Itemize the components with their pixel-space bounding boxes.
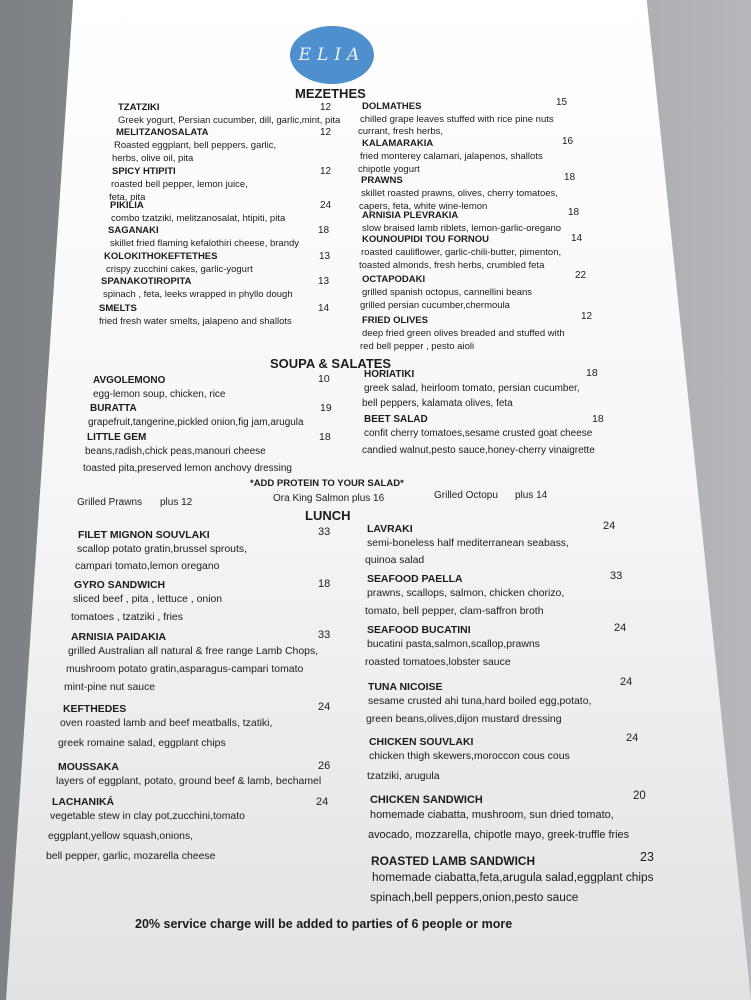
item-name-prawns: PRAWNS xyxy=(361,175,403,186)
item-name-filet-mignon: FILET MIGNON SOUVLAKI xyxy=(78,530,210,541)
item-name-tzatziki: TZATZIKI xyxy=(118,102,160,113)
item-desc-kounoupidi: toasted almonds, fresh herbs, crumbled feta xyxy=(359,260,545,271)
item-price-chicken-sandwich: 20 xyxy=(633,790,646,802)
item-name-smelts: SMELTS xyxy=(99,303,137,314)
item-desc-beet-salad: confit cherry tomatoes,sesame crusted goat cheese xyxy=(364,427,593,439)
item-name-arnisia-paidakia: ARNISIA PAIDAKIA xyxy=(71,632,167,643)
section-mezethes: MEZETHES xyxy=(295,86,366,101)
item-desc-spanakotiropita: spinach , feta, leeks wrapped in phyllo dough xyxy=(103,289,293,300)
item-price-spicy-htipiti: 12 xyxy=(320,166,332,177)
item-desc-lachanika: eggplant,yellow squash,onions, xyxy=(48,831,194,843)
item-desc-filet-mignon: scallop potato gratin,brussel sprouts, xyxy=(77,544,247,556)
item-desc-arnisia-paidakia: grilled Australian all natural & free range Lamb Chops, xyxy=(68,646,319,658)
item-desc-melitzanosalata: herbs, olive oil, pita xyxy=(112,153,194,164)
item-desc-kalamarakia: chipotle yogurt xyxy=(358,164,420,175)
item-price-tzatziki: 12 xyxy=(320,102,332,113)
item-name-moussaka: MOUSSAKA xyxy=(58,762,119,773)
item-desc-tuna-nicoise: sesame crusted ahi tuna,hard boiled egg,potato, xyxy=(368,696,592,708)
item-name-chicken-sandwich: CHICKEN SANDWICH xyxy=(370,794,483,806)
protein-note: *ADD PROTEIN TO YOUR SALAD* xyxy=(250,478,404,489)
item-desc-octapodaki: grilled persian cucumber,chermoula xyxy=(360,300,510,311)
item-name-horiatiki: HORIATIKI xyxy=(364,369,415,380)
item-name-melitzanosalata: MELITZANOSALATA xyxy=(116,127,209,138)
item-desc-seafood-bucatini: roasted tomatoes,lobster sauce xyxy=(365,657,511,669)
item-price-arnisia-plevrakia: 18 xyxy=(568,207,580,218)
item-name-fried-olives: FRIED OLIVES xyxy=(362,315,428,326)
item-name-little-gem: LITTLE GEM xyxy=(87,432,147,443)
item-desc-saganaki: skillet fried flaming kefalothiri cheese, brandy xyxy=(110,238,300,249)
section-lunch: LUNCH xyxy=(305,508,351,523)
item-price-smelts: 14 xyxy=(318,303,330,314)
item-desc-avgolemono: egg-lemon soup, chicken, rice xyxy=(93,388,226,400)
item-desc-pikilia: combo tzatziki, melitzanosalat, htipiti, pita xyxy=(111,213,286,224)
item-name-saganaki: SAGANAKI xyxy=(108,225,159,236)
item-name-pikilia: PIKILIA xyxy=(110,200,144,211)
item-price-arnisia-paidakia: 33 xyxy=(318,629,331,641)
item-desc-horiatiki: greek salad, heirloom tomato, persian cucumber, xyxy=(364,382,580,394)
item-desc-lavraki: quinoa salad xyxy=(365,555,425,567)
item-desc-lavraki: semi-boneless half mediterranean seabass, xyxy=(367,538,569,550)
item-desc-chicken-sandwich: avocado, mozzarella, chipotle mayo, greek-truffle fries xyxy=(368,828,630,841)
item-desc-melitzanosalata: Roasted eggplant, bell peppers, garlic, xyxy=(114,140,277,151)
item-desc-little-gem: beans,radish,chick peas,manouri cheese xyxy=(85,445,266,457)
item-desc-spicy-htipiti: roasted bell pepper, lemon juice, xyxy=(111,179,248,190)
service-charge-note: 20% service charge will be added to parties of 6 people or more xyxy=(135,917,513,931)
item-desc-spicy-htipiti: feta, pita xyxy=(109,192,146,203)
addon-octopus: Grilled Octopu xyxy=(434,490,498,501)
item-price-seafood-paella: 33 xyxy=(610,570,623,582)
item-desc-moussaka: layers of eggplant, potato, ground beef & lamb, bechamel xyxy=(56,776,322,788)
item-desc-chicken-sandwich: homemade ciabatta, mushroom, sun dried tomato, xyxy=(370,808,614,821)
item-name-kefthedes: KEFTHEDES xyxy=(63,704,127,715)
item-price-buratta: 19 xyxy=(320,402,332,414)
item-price-filet-mignon: 33 xyxy=(318,526,331,538)
item-name-tuna-nicoise: TUNA NICOISE xyxy=(368,682,443,693)
item-name-seafood-paella: SEAFOOD PAELLA xyxy=(367,574,463,585)
item-desc-kolokithokeftethes: crispy zucchini cakes, garlic-yogurt xyxy=(106,264,253,275)
item-name-spanakotiropita: SPANAKOTIROPITA xyxy=(101,276,192,287)
item-price-kounoupidi: 14 xyxy=(571,233,583,244)
item-name-avgolemono: AVGOLEMONO xyxy=(93,375,166,386)
item-desc-prawns: skillet roasted prawns, olives, cherry tomatoes, xyxy=(361,188,558,199)
item-desc-dolmathes: chilled grape leaves stuffed with rice pine nuts xyxy=(360,114,554,125)
item-desc-chicken-souvlaki: chicken thigh skewers,moroccon cous cous xyxy=(369,751,570,763)
item-desc-arnisia-plevrakia: slow braised lamb riblets, lemon-garlic-oregano xyxy=(362,223,562,234)
item-desc-fried-olives: deep fried green olives breaded and stuffed with xyxy=(362,328,565,339)
item-price-kolokithokeftethes: 13 xyxy=(319,251,331,262)
item-price-chicken-souvlaki: 24 xyxy=(626,732,639,744)
elia-logo xyxy=(290,26,374,84)
item-desc-seafood-paella: tomato, bell pepper, clam-saffron broth xyxy=(365,606,544,618)
item-desc-tuna-nicoise: green beans,olives,dijon mustard dressing xyxy=(366,714,562,726)
item-price-dolmathes: 15 xyxy=(556,97,568,108)
item-price-lavraki: 24 xyxy=(603,520,616,532)
item-desc-prawns: capers, feta, white wine-lemon xyxy=(359,201,488,212)
logo-text: ELIA xyxy=(298,45,366,65)
item-desc-filet-mignon: campari tomato,lemon oregano xyxy=(75,561,220,573)
item-price-moussaka: 26 xyxy=(318,760,331,772)
item-desc-chicken-souvlaki: tzatziki, arugula xyxy=(367,771,440,783)
item-desc-kounoupidi: roasted cauliflower, garlic-chili-butter, pimenton, xyxy=(361,247,562,258)
item-desc-beet-salad: candied walnut,pesto sauce,honey-cherry vinaigrette xyxy=(362,444,595,456)
item-desc-tzatziki: Greek yogurt, Persian cucumber, dill, garlic,mint, pita xyxy=(118,115,341,126)
item-desc-arnisia-paidakia: mushroom potato gratin,asparagus-campari tomato xyxy=(66,664,304,676)
item-desc-lachanika: bell pepper, garlic, mozarella cheese xyxy=(46,851,216,863)
section-soupa-salates: SOUPA & SALATES xyxy=(270,356,392,371)
item-name-dolmathes: DOLMATHES xyxy=(362,101,422,112)
item-desc-fried-olives: red bell pepper , pesto aioli xyxy=(360,341,475,352)
item-desc-gyro-sandwich: tomatoes , tzatziki , fries xyxy=(71,612,183,624)
item-name-chicken-souvlaki: CHICKEN SOUVLAKI xyxy=(369,737,474,748)
item-price-pikilia: 24 xyxy=(320,200,332,211)
item-price-spanakotiropita: 13 xyxy=(318,276,330,287)
item-desc-kalamarakia: fried monterey calamari, jalapenos, shallots xyxy=(360,151,543,162)
item-name-lavraki: LAVRAKI xyxy=(367,524,413,535)
item-desc-roasted-lamb-sandwich: spinach,bell peppers,onion,pesto sauce xyxy=(370,890,579,905)
item-name-spicy-htipiti: SPICY HTIPITI xyxy=(112,166,176,177)
item-name-beet-salad: BEET SALAD xyxy=(364,414,428,425)
item-desc-seafood-bucatini: bucatini pasta,salmon,scallop,prawns xyxy=(367,639,540,651)
item-price-tuna-nicoise: 24 xyxy=(620,676,633,688)
item-price-roasted-lamb-sandwich: 23 xyxy=(640,850,654,864)
item-name-gyro-sandwich: GYRO SANDWICH xyxy=(74,580,166,591)
item-name-octapodaki: OCTAPODAKI xyxy=(362,274,426,285)
item-price-kefthedes: 24 xyxy=(318,701,331,713)
addon-salmon: Ora King Salmon plus 16 xyxy=(273,493,385,504)
item-name-lachanika: LACHANIKÁ xyxy=(52,797,115,808)
item-name-buratta: BURATTA xyxy=(90,403,137,414)
item-name-arnisia-plevrakia: ARNISIA PLEVRAKIA xyxy=(362,210,459,221)
item-desc-horiatiki: bell peppers, kalamata olives, feta xyxy=(362,397,513,409)
item-desc-seafood-paella: prawns, scallops, salmon, chicken chorizo, xyxy=(367,588,565,600)
item-price-little-gem: 18 xyxy=(319,431,331,443)
item-name-seafood-bucatini: SEAFOOD BUCATINI xyxy=(367,625,471,636)
item-desc-roasted-lamb-sandwich: homemade ciabatta,feta,arugula salad,eggplant chips xyxy=(372,870,654,885)
item-price-avgolemono: 10 xyxy=(318,373,330,385)
item-desc-arnisia-paidakia: mint-pine nut sauce xyxy=(64,682,156,694)
item-price-fried-olives: 12 xyxy=(581,311,593,322)
item-desc-octapodaki: grilled spanish octopus, cannellini beans xyxy=(362,287,533,298)
addon-prawns: Grilled Prawns xyxy=(77,497,143,508)
item-desc-kefthedes: oven roasted lamb and beef meatballs, tzatiki, xyxy=(60,718,273,730)
item-price-lachanika: 24 xyxy=(316,796,329,808)
item-price-prawns: 18 xyxy=(564,172,576,183)
item-desc-gyro-sandwich: sliced beef , pita , lettuce , onion xyxy=(73,594,223,606)
item-price-melitzanosalata: 12 xyxy=(320,127,332,138)
addon-prawns-price: plus 12 xyxy=(160,497,193,508)
item-desc-smelts: fried fresh water smelts, jalapeno and shallots xyxy=(99,316,292,327)
item-desc-buratta: grapefruit,tangerine,pickled onion,fig jam,arugula xyxy=(88,416,304,428)
item-name-kolokithokeftethes: KOLOKITHOKEFTETHES xyxy=(104,251,218,262)
item-price-kalamarakia: 16 xyxy=(562,136,574,147)
addon-octopus-price: plus 14 xyxy=(515,490,548,501)
item-desc-kefthedes: greek romaine salad, eggplant chips xyxy=(58,738,226,750)
item-name-roasted-lamb-sandwich: ROASTED LAMB SANDWICH xyxy=(371,854,536,868)
item-price-saganaki: 18 xyxy=(318,225,330,236)
item-price-octapodaki: 22 xyxy=(575,270,587,281)
item-price-gyro-sandwich: 18 xyxy=(318,578,331,590)
item-price-horiatiki: 18 xyxy=(586,367,598,379)
item-price-beet-salad: 18 xyxy=(592,413,604,425)
item-name-kalamarakia: KALAMARAKIA xyxy=(362,138,434,149)
item-desc-lachanika: vegetable stew in clay pot,zucchini,tomato xyxy=(50,811,245,823)
item-price-seafood-bucatini: 24 xyxy=(614,622,627,634)
item-desc-dolmathes: currant, fresh herbs, xyxy=(358,126,444,137)
item-name-kounoupidi: KOUNOUPIDI TOU FORNOU xyxy=(362,234,490,245)
item-desc-little-gem: toasted pita,preserved lemon anchovy dressing xyxy=(83,462,292,474)
